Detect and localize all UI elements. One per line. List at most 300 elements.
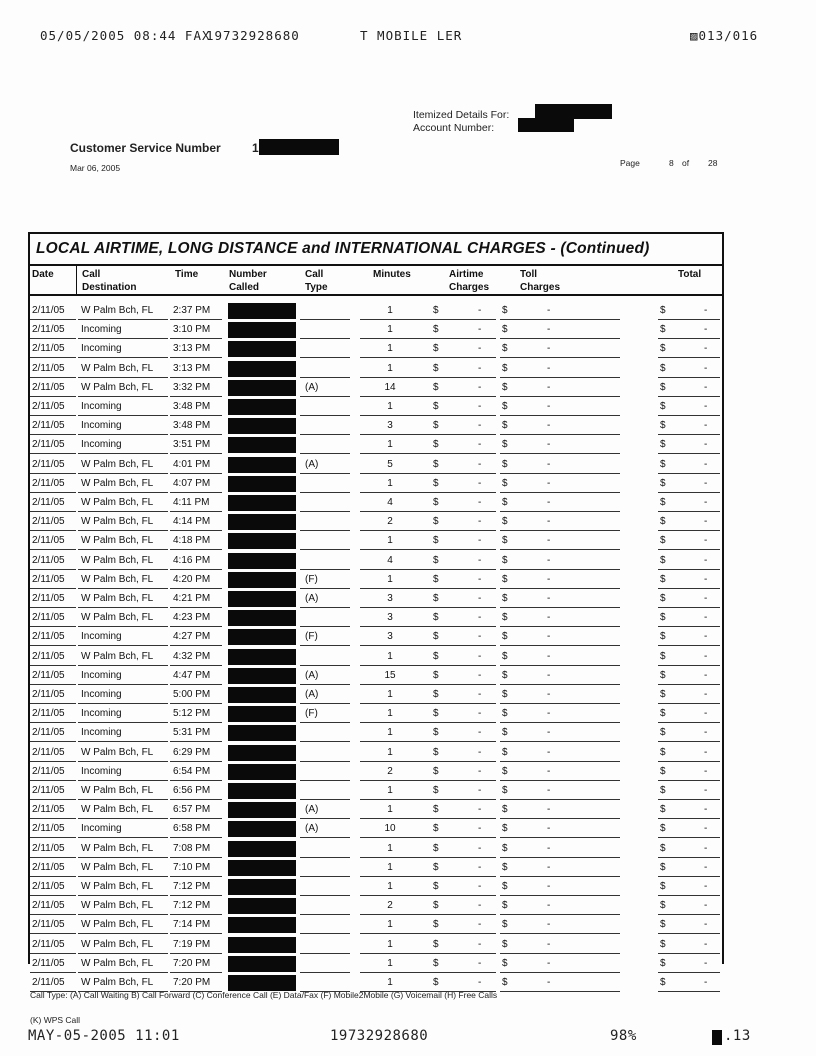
redacted-number-called [228,802,296,818]
redacted-name [535,104,612,119]
call-time: 7:19 PM [173,938,211,950]
redacted-number-called [228,533,296,549]
customer-service-label: Customer Ser​vice Number [70,141,221,155]
airtime-value: - [478,439,482,451]
total-currency: $ [660,708,666,720]
header-call-destination-line1: Call [82,269,101,280]
toll-currency: $ [502,554,508,566]
page-current: 8 [669,158,674,168]
total-value: - [704,573,708,585]
airtime-currency: $ [433,957,439,969]
call-time: 3:10 PM [173,324,211,336]
total-currency: $ [660,420,666,432]
call-destination: W Palm Bch, FL [81,305,154,316]
redacted-number-called [228,706,296,722]
call-minutes: 1 [387,650,393,662]
airtime-value: - [478,573,482,585]
call-destination: W Palm Bch, FL [81,881,154,892]
date: 2/11/05 [32,305,65,316]
airtime-currency: $ [433,938,439,950]
total-value: - [704,708,708,720]
page-of-label: of [682,158,690,168]
date: 2/11/05 [32,765,65,777]
total-currency: $ [660,612,666,624]
toll-value: - [547,439,551,451]
call-time: 5:00 PM [173,689,211,700]
call-type: (A) [305,823,319,835]
total-currency: $ [660,804,666,816]
total-value: - [704,612,708,624]
airtime-currency: $ [433,477,439,489]
airtime-value: - [478,977,482,988]
total-currency: $ [660,957,666,969]
redacted-number-called [228,975,296,991]
airtime-value: - [478,919,482,931]
airtime-currency: $ [433,516,439,528]
airtime-value: - [478,842,482,854]
toll-currency: $ [502,612,508,624]
call-destination: W Palm Bch, FL [81,746,154,758]
airtime-value: - [478,324,482,336]
call-minutes: 1 [387,919,393,931]
toll-value: - [547,343,551,355]
toll-value: - [547,573,551,585]
toll-value: - [547,708,551,720]
total-value: - [704,900,708,912]
date-col-divider [76,264,77,294]
redacted-number-called [228,591,296,607]
toll-value: - [547,324,551,336]
call-destination: Incoming [81,324,122,336]
airtime-currency: $ [433,458,439,470]
airtime-value: - [478,631,482,643]
toll-currency: $ [502,746,508,758]
call-type: (A) [305,689,319,700]
airtime-value: - [478,938,482,950]
total-currency: $ [660,861,666,873]
date: 2/11/05 [32,554,65,566]
call-time: 3:51 PM [173,439,211,451]
header-airtime-charges [449,268,489,294]
toll-value: - [547,554,551,566]
call-minutes: 4 [387,554,393,566]
call-destination: Incoming [81,439,122,451]
itemized-details-label: Itemized Details For: [413,109,510,121]
toll-currency: $ [502,823,508,835]
call-minutes: 15 [384,669,396,681]
call-minutes: 3 [387,593,393,604]
airtime-value: - [478,689,482,700]
airtime-value: - [478,420,482,432]
header-number-called-line2: Called [229,282,260,293]
toll-value: - [547,669,551,681]
toll-currency: $ [502,535,508,547]
airtime-value: - [478,823,482,835]
redacted-number-called [228,610,296,626]
call-destination: W Palm Bch, FL [81,957,154,969]
call-minutes: 1 [387,708,393,720]
toll-currency: $ [502,919,508,931]
date: 2/11/05 [32,977,65,988]
redacted-number-called [228,956,296,972]
toll-value: - [547,977,551,988]
total-currency: $ [660,573,666,585]
redacted-number-called [228,495,296,511]
total-value: - [704,554,708,566]
call-time: 6:54 PM [173,765,211,777]
airtime-currency: $ [433,977,439,988]
redacted-number-called [228,879,296,895]
call-time: 4:01 PM [173,458,211,470]
call-time: 6:56 PM [173,785,211,796]
airtime-currency: $ [433,554,439,566]
total-value: - [704,381,708,393]
date: 2/11/05 [32,957,65,969]
fax-sender: T MOBILE LER [360,28,463,43]
toll-value: - [547,919,551,931]
date: 2/11/05 [32,343,65,355]
toll-value: - [547,881,551,892]
toll-currency: $ [502,650,508,662]
airtime-currency: $ [433,420,439,432]
date: 2/11/05 [32,900,65,912]
toll-currency: $ [502,593,508,604]
call-destination: W Palm Bch, FL [81,458,154,470]
total-value: - [704,439,708,451]
total-currency: $ [660,458,666,470]
toll-value: - [547,593,551,604]
call-minutes: 1 [387,804,393,816]
call-time: 2:37 PM [173,305,211,316]
total-value: - [704,516,708,528]
row-underline [500,991,620,992]
total-currency: $ [660,938,666,950]
footer-percent: 98% [610,1028,637,1044]
toll-currency: $ [502,804,508,816]
total-value: - [704,785,708,796]
call-type: (F) [305,708,318,720]
call-time: 7:10 PM [173,861,211,873]
call-destination: W Palm Bch, FL [81,938,154,950]
toll-currency: $ [502,861,508,873]
toll-value: - [547,362,551,374]
toll-currency: $ [502,362,508,374]
toll-value: - [547,861,551,873]
call-time: 3:48 PM [173,420,211,432]
date: 2/11/05 [32,708,65,720]
date: 2/11/05 [32,362,65,374]
toll-currency: $ [502,900,508,912]
date: 2/11/05 [32,516,65,528]
toll-value: - [547,612,551,624]
total-currency: $ [660,535,666,547]
redacted-number-called [228,668,296,684]
airtime-value: - [478,401,482,412]
call-destination: W Palm Bch, FL [81,842,154,854]
airtime-currency: $ [433,669,439,681]
call-time: 6:29 PM [173,746,211,758]
toll-value: - [547,957,551,969]
toll-value: - [547,689,551,700]
call-minutes: 1 [387,305,393,316]
call-destination: W Palm Bch, FL [81,535,154,547]
redacted-number-called [228,821,296,837]
total-value: - [704,957,708,969]
airtime-currency: $ [433,324,439,336]
fax-number: 19732928680 [206,28,300,43]
total-currency: $ [660,669,666,681]
date: 2/11/05 [32,401,65,412]
airtime-currency: $ [433,708,439,720]
toll-currency: $ [502,785,508,796]
call-destination: Incoming [81,708,122,720]
airtime-value: - [478,957,482,969]
call-destination: Incoming [81,401,122,412]
date: 2/11/05 [32,420,65,432]
call-time: 4:21 PM [173,593,211,604]
fax-page-marker: ▨013/016 [690,28,759,43]
airtime-value: - [478,881,482,892]
redacted-account-number [518,118,574,132]
total-currency: $ [660,631,666,643]
toll-value: - [547,842,551,854]
toll-value: - [547,823,551,835]
call-time: 5:31 PM [173,727,211,739]
toll-value: - [547,631,551,643]
call-destination: W Palm Bch, FL [81,861,154,873]
airtime-currency: $ [433,343,439,355]
call-destination: W Palm Bch, FL [81,612,154,624]
row-underline [658,991,720,992]
total-value: - [704,477,708,489]
call-destination: W Palm Bch, FL [81,650,154,662]
airtime-currency: $ [433,919,439,931]
total-currency: $ [660,765,666,777]
airtime-value: - [478,554,482,566]
header-call-destination [82,268,136,294]
airtime-currency: $ [433,612,439,624]
total-value: - [704,593,708,604]
call-time: 3:13 PM [173,362,211,374]
call-destination: W Palm Bch, FL [81,593,154,604]
airtime-currency: $ [433,746,439,758]
call-minutes: 14 [384,381,396,393]
footer-block-mark [712,1030,722,1045]
airtime-currency: $ [433,631,439,643]
call-time: 4:16 PM [173,554,211,566]
call-minutes: 3 [387,631,393,643]
header-time: Time [175,269,199,280]
total-value: - [704,401,708,412]
total-currency: $ [660,746,666,758]
toll-value: - [547,804,551,816]
total-currency: $ [660,785,666,796]
toll-currency: $ [502,631,508,643]
call-minutes: 1 [387,938,393,950]
call-minutes: 10 [384,823,396,835]
redacted-number-called [228,745,296,761]
call-minutes: 1 [387,324,393,336]
date: 2/11/05 [32,497,65,508]
airtime-currency: $ [433,650,439,662]
total-currency: $ [660,823,666,835]
call-minutes: 2 [387,765,393,777]
redacted-number-called [228,917,296,933]
total-value: - [704,650,708,662]
call-minutes: 1 [387,401,393,412]
airtime-value: - [478,362,482,374]
call-destination: Incoming [81,727,122,739]
call-destination: W Palm Bch, FL [81,497,154,508]
total-value: - [704,765,708,777]
date: 2/11/05 [32,727,65,739]
redacted-number-called [228,937,296,953]
total-value: - [704,420,708,432]
call-time: 4:20 PM [173,573,211,585]
call-minutes: 2 [387,516,393,528]
date: 2/11/05 [32,439,65,451]
total-currency: $ [660,977,666,988]
airtime-value: - [478,804,482,816]
airtime-value: - [478,477,482,489]
call-minutes: 1 [387,439,393,451]
call-time: 6:57 PM [173,804,211,816]
call-minutes: 1 [387,362,393,374]
airtime-value: - [478,785,482,796]
call-destination: Incoming [81,631,122,643]
call-minutes: 2 [387,900,393,912]
call-type: (A) [305,381,319,393]
call-time: 3:13 PM [173,343,211,355]
call-destination: Incoming [81,669,122,681]
customer-service-prefix: 1 [252,141,259,155]
toll-value: - [547,305,551,316]
total-currency: $ [660,439,666,451]
total-currency: $ [660,727,666,739]
redacted-number-called [228,476,296,492]
toll-value: - [547,765,551,777]
call-time: 4:18 PM [173,535,211,547]
call-time: 4:14 PM [173,516,211,528]
toll-value: - [547,516,551,528]
date: 2/11/05 [32,689,65,700]
toll-currency: $ [502,324,508,336]
total-currency: $ [660,650,666,662]
call-destination: W Palm Bch, FL [81,804,154,816]
total-currency: $ [660,305,666,316]
call-time: 4:47 PM [173,669,211,681]
header-divider [30,294,722,296]
date: 2/11/05 [32,650,65,662]
call-time: 3:48 PM [173,401,211,412]
call-destination: Incoming [81,823,122,835]
toll-value: - [547,746,551,758]
date: 2/11/05 [32,842,65,854]
redacted-number-called [228,514,296,530]
total-currency: $ [660,919,666,931]
toll-currency: $ [502,765,508,777]
call-time: 7:20 PM [173,977,211,988]
toll-value: - [547,477,551,489]
total-value: - [704,977,708,988]
header-call-destination-line2: Destination [82,282,137,293]
call-time: 4:07 PM [173,477,211,489]
airtime-currency: $ [433,785,439,796]
toll-currency: $ [502,381,508,393]
total-value: - [704,881,708,892]
date: 2/11/05 [32,535,65,547]
toll-value: - [547,785,551,796]
call-destination: W Palm Bch, FL [81,573,154,585]
redacted-number-called [228,841,296,857]
total-value: - [704,804,708,816]
total-currency: $ [660,477,666,489]
call-type: (A) [305,804,319,816]
header-airtime-charges-line2: Charges [449,282,490,293]
call-destination: W Palm Bch, FL [81,381,154,393]
total-currency: $ [660,381,666,393]
total-currency: $ [660,554,666,566]
call-time: 3:32 PM [173,381,211,393]
airtime-currency: $ [433,727,439,739]
date: 2/11/05 [32,573,65,585]
toll-currency: $ [502,343,508,355]
page-total: 28 [708,158,718,168]
date: 2/11/05 [32,458,65,470]
date: 2/11/05 [32,881,65,892]
toll-currency: $ [502,420,508,432]
airtime-value: - [478,593,482,604]
airtime-value: - [478,861,482,873]
table-title: LOCAL AIRTIME, LONG DISTANCE and INTERNATIONAL CHARGES - (Continued) [30,234,722,266]
footer-datetime: MAY-05-2005 11:01 [28,1028,180,1044]
redacted-number-called [228,303,296,319]
total-value: - [704,305,708,316]
call-destination: W Palm Bch, FL [81,919,154,931]
call-minutes: 1 [387,727,393,739]
footer-fax-number: 19732928680 [330,1028,429,1044]
date: 2/11/05 [32,612,65,624]
call-minutes: 1 [387,785,393,796]
call-destination: W Palm Bch, FL [81,362,154,374]
airtime-currency: $ [433,573,439,585]
toll-currency: $ [502,477,508,489]
total-value: - [704,689,708,700]
toll-value: - [547,650,551,662]
airtime-value: - [478,516,482,528]
date: 2/11/05 [32,669,65,681]
total-currency: $ [660,689,666,700]
redacted-number-called [228,322,296,338]
total-value: - [704,861,708,873]
date: 2/11/05 [32,746,65,758]
total-currency: $ [660,401,666,412]
date: 2/11/05 [32,785,65,796]
header-date: Date [32,269,54,280]
call-time: 7:12 PM [173,881,211,892]
call-destination: W Palm Bch, FL [81,516,154,528]
call-minutes: 3 [387,420,393,432]
call-type-legend: Call Type: (A) Call Waiting B) Call Forward (C) Conference Call (E) Data/Fax (F) Mobile2Mobile (G) Voicemail (H) Free Calls [30,990,498,1000]
call-minutes: 1 [387,977,393,988]
redacted-number-called [228,649,296,665]
call-minutes: 1 [387,842,393,854]
header-toll-charges-line2: Charges [520,282,561,293]
call-destination: Incoming [81,689,122,700]
date: 2/11/05 [32,938,65,950]
header-total: Total [678,269,702,280]
call-time: 7:08 PM [173,842,211,854]
